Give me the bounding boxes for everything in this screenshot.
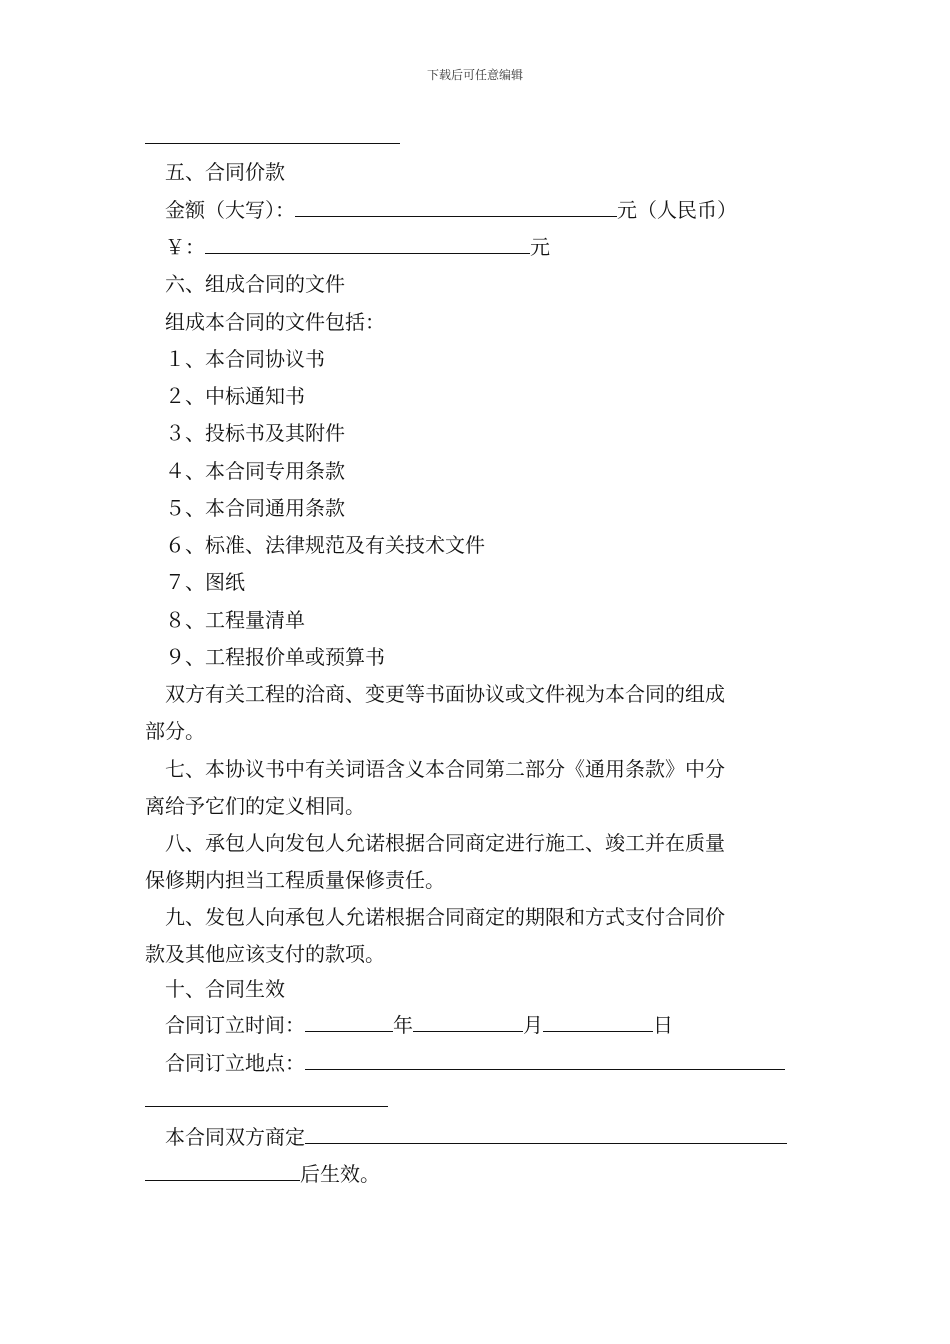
day-blank[interactable] [543,1011,653,1032]
section-8-line-2: 保修期内担当工程质量保修责任。 [145,868,445,892]
amount-in-numbers-label: ￥： [165,235,205,259]
day-label: 日 [653,1013,673,1037]
section-9-line-2: 款及其他应该支付的款项。 [145,942,385,966]
list-item: ５、本合同通用条款 [165,496,345,520]
effect-row-2 [145,1160,380,1188]
sign-time-label: 合同订立时间： [165,1013,305,1037]
list-item: ２、中标通知书 [165,384,305,408]
section-7-line-2: 离给予它们的定义相同。 [145,794,365,818]
amount-in-words-unit: 元（人民币） [617,198,737,222]
section-10-title: 十、合同生效 [165,977,285,1001]
section-6-title: 六、组成合同的文件 [165,272,345,296]
sign-place-blank[interactable] [305,1049,785,1070]
list-item: ７、图纸 [165,570,245,594]
amount-in-numbers-unit: 元 [530,235,550,259]
amount-in-words-label: 金额（大写）： [165,198,295,222]
amount-in-words-row [165,196,737,224]
page-header: 下载后可任意编辑 [426,68,523,82]
continuation-blank-line [145,143,400,144]
list-item: ９、工程报价单或预算书 [165,645,385,669]
section-8-line-1: 八、承包人向发包人允诺根据合同商定进行施工、竣工并在质量 [165,831,725,855]
month-blank[interactable] [413,1011,523,1032]
section-6-intro: 组成本合同的文件包括： [165,310,385,334]
month-label: 月 [523,1013,543,1037]
section-7-line-1: 七、本协议书中有关词语含义本合同第二部分《通用条款》中分 [165,757,725,781]
effect-prefix: 本合同双方商定 [165,1125,305,1149]
effect-condition-blank-continued[interactable] [145,1160,300,1181]
list-item: ８、工程量清单 [165,608,305,632]
section-6-closing-line-1: 双方有关工程的洽商、变更等书面协议或文件视为本合同的组成 [165,682,725,706]
list-item: １、本合同协议书 [165,347,325,371]
sign-place-blank-continued[interactable] [145,1106,388,1107]
section-6-closing-line-2: 部分。 [145,719,205,743]
effect-suffix: 后生效。 [300,1162,380,1186]
sign-time-row [165,1011,673,1039]
list-item: ６、标准、法律规范及有关技术文件 [165,533,485,557]
sign-place-label: 合同订立地点： [165,1051,305,1075]
sign-place-row [165,1049,785,1077]
list-item: ４、本合同专用条款 [165,459,345,483]
effect-row [165,1123,787,1151]
amount-in-numbers-blank[interactable] [205,233,530,254]
amount-in-words-blank[interactable] [295,196,617,217]
list-item: ３、投标书及其附件 [165,421,345,445]
section-9-line-1: 九、发包人向承包人允诺根据合同商定的期限和方式支付合同价 [165,905,725,929]
year-label: 年 [393,1013,413,1037]
amount-in-numbers-row [165,233,550,261]
section-5-title: 五、合同价款 [165,160,285,184]
effect-condition-blank[interactable] [305,1123,787,1144]
year-blank[interactable] [305,1011,393,1032]
